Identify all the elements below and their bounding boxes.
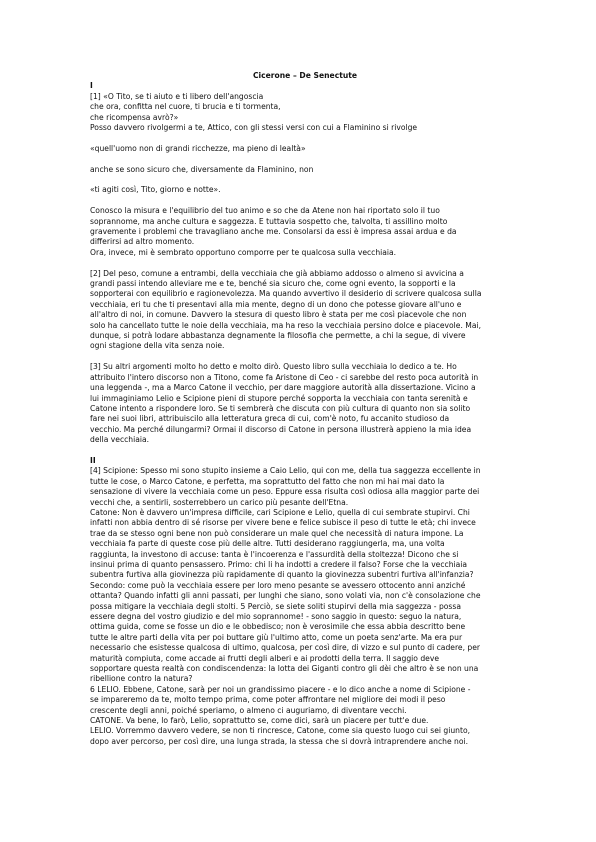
- paragraph-6: [2] Del peso, comune a entrambi, della vecchiaia che già abbiamo addosso o almeno si avvicina a grandi passi intendo alleviare me e te, benché sia sicuro che, come ogni evento, la sopporti e la sopporterai con equilibrio e ragionevolezza. Ma quando avvertivo il desiderio di scrivere qualcosa sulla vecchiaia, eri tu che ti presentavi alla mia mente, degno di un dono che potesse giovare all'uno e all'altro di noi, in comune. Davvero la stesura di questo libro è stata per me così piacevole che non solo ha cancellato tutte le noie della vecchiaia, ma ha reso la vecchiaia persino dolce e piacevole. Mai, dunque, si potrà lodare abbastanza degnamente la filosofia che permette, a chi la segue, di vivere ogni stagione della vita senza noie.: [90, 268, 482, 351]
- section-heading-i: I: [90, 81, 93, 91]
- paragraph-4: «ti agiti così, Tito, giorno e notte».: [90, 185, 221, 195]
- section-heading-ii: II: [90, 455, 96, 465]
- document-title: Cicerone – De Senectute: [252, 71, 358, 80]
- paragraph-2: «quell'uomo non di grandi ricchezze, ma pieno di lealtà»: [90, 143, 306, 153]
- paragraph-5: Conosco la misura e l'equilibrio del tuo animo e so che da Atene non hai riportato solo il tuo soprannome, ma anche cultura e saggezza. E tuttavia sospetto che, talvolta, ti assillino molto gravemente i problemi che travagliano anche me. Consolarsi da essi è impresa assai ardua e da differirsi ad altro momento. Ora, invece, mi è sembrato opportuno comporre per te qualcosa sulla vecchiaia.: [90, 206, 457, 257]
- paragraph-3: anche se sono sicuro che, diversamente da Flaminino, non: [90, 164, 314, 174]
- paragraph-8: [4] Scipione: Spesso mi sono stupito insieme a Caio Lelio, qui con me, della tua saggezza eccellente in tutte le cose, o Marco Catone, e perfetta, ma soprattutto del fatto che non mi hai mai dato la sensazione di vivere la vecchiaia come un peso. Eppure essa risulta così odiosa alla maggior parte dei vecchi che, a sentirli, sosterrebbero un carico più pesante dell'Etna. Catone: Non è davvero un'impresa difficile, cari Scipione e Lelio, quella di cui sembrate stupirvi. Chi infatti non abbia dentro di sé risorse per vivere bene e felice subisce il peso di tutte le età; chi invece trae da se stesso ogni bene non può considerare un male quel che necessità di natura impone. La vecchiaia fa parte di queste cose più delle altre. Tutti desiderano raggiungerla, ma, una volta raggiunta, la investono di accuse: tanta è l'incoerenza e l'assurdità della stoltezza! Dicono che si insinui prima di quanto pensassero. Primo: chi li ha indotti a credere il falso? Forse che la vecchiaia subentra furtiva alla giovinezza più rapidamente di quanto la giovinezza subentri furtiva all'infanzia? Secondo: come può la vecchiaia essere per loro meno pesante se avessero ottocento anni anziché ottanta? Quando infatti gli anni passati, per lunghi che siano, sono volati via, non c'è consolazione che possa mitigare la vecchiaia degli stolti. 5 Perciò, se siete soliti stupirvi della mia saggezza - possa essere degna del vostro giudizio e del mio soprannome! - sono saggio in questo: seguo la natura, ottima guida, come se fosse un dio e le obbedisco; non è verosimile che essa abbia descritto bene tutte le altre parti della vita per poi buttare giù l'ultimo atto, come un poeta senz'arte. Ma era pur necessario che esistesse qualcosa di ultimo, qualcosa, per così dire, di vizzo e sul punto di cadere, per maturità compiuta, come accade ai frutti degli alberi e ai prodotti della terra. Il saggio deve sopportare questa realtà con condiscendenza: la lotta dei Giganti contro gli dèi che altro è se non una ribellione contro la natura? 6 LELIO. Ebbene, Catone, sarà per noi un grandissimo piacere - e lo dico anche a nome di Scipione - se impareremo da te, molto tempo prima, come poter affrontare nel migliore dei modi il peso crescente degli anni, poiché speriamo, o almeno ci auguriamo, di diventare vecchi. CATONE. Va bene, lo farò, Lelio, soprattutto se, come dici, sarà un piacere per tutt'e due. LELIO. Vorremmo davvero vedere, se non ti rincresce, Catone, come sia questo luogo cui sei giunto, dopo aver percorso, per così dire, una lunga strada, la stessa che si dovrà intraprendere anche noi.: [90, 466, 481, 746]
- paragraph-1: [1] «O Tito, se ti aiuto e ti libero dell'angoscia che ora, confitta nel cuore, ti brucia e ti tormenta, che ricompensa avrò?» Posso davvero rivolgermi a te, Attico, con gli stessi versi con cui a Flaminino si rivolge: [90, 91, 418, 133]
- document-body: [90, 71, 520, 747]
- paragraph-7: [3] Su altri argomenti molto ho detto e molto dirò. Questo libro sulla vecchiaia lo dedico a te. Ho attribuito l'intero discorso non a Titono, come fa Aristone di Ceo - ci sarebbe del resto poca autorità in una leggenda -, ma a Marco Catone il vecchio, per dare maggiore autorità alla dissertazione. Vicino a lui immaginiamo Lelio e Scipione pieni di stupore perché sopporta la vecchiaia con tanta serenità e Catone intento a rispondere loro. Se ti sembrerà che discuta con più cultura di quanto non sia solito fare nei suoi libri, attribuiscilo alla letteratura greca di cui, com'è noto, fu accanito studioso da vecchio. Ma perché dilungarmi? Ormai il discorso di Catone in persona illustrerà appieno la mia idea della vecchiaia.: [90, 362, 479, 445]
